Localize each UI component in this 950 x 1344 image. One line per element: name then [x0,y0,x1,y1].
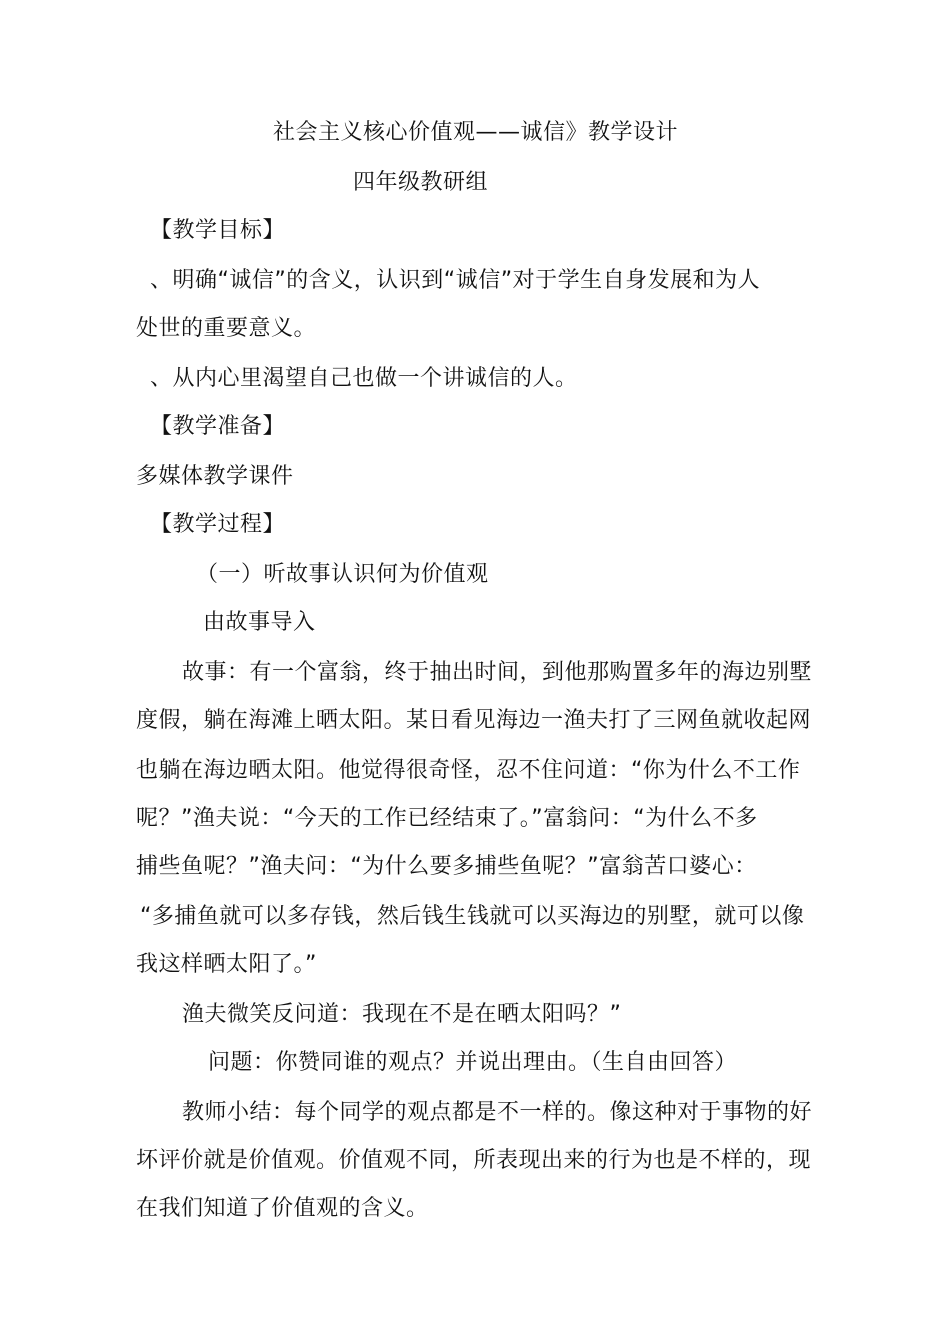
document-title: 社会主义核心价值观——诚信》教学设计 [273,120,679,145]
document-subtitle: 四年级教研组 [353,170,489,195]
story-line-3: 也躺在海边晒太阳。他觉得很奇怪，忍不住问道：“你为什么不工作 [136,758,801,783]
summary-line-1: 教师小结：每个同学的观点都是不一样的。像这种对于事物的好 [182,1100,813,1125]
step-1-intro: 由故事导入 [203,610,316,635]
story-line-7: 我这样晒太阳了。” [136,952,317,977]
objective-1-line-1: 、明确“诚信”的含义，认识到“诚信”对于学生自身发展和为人 [150,268,761,293]
story-line-1: 故事：有一个富翁，终于抽出时间，到他那购置多年的海边别墅 [182,660,813,685]
summary-line-2: 坏评价就是价值观。价值观不同，所表现出来的行为也是不样的，现 [136,1148,812,1173]
objective-2: 、从内心里渴望自己也做一个讲诚信的人。 [150,366,578,391]
objective-1-line-2: 处世的重要意义。 [136,316,317,341]
story-line-6: “多捕鱼就可以多存钱，然后钱生钱就可以买海边的别墅，就可以像 [140,904,805,929]
story-line-4: 呢？”渔夫说：“今天的工作已经结束了。”富翁问：“为什么不多 [136,806,758,831]
process-heading: 【教学过程】 [150,512,286,537]
step-1-heading: （一）听故事认识何为价值观 [196,562,489,587]
objectives-heading: 【教学目标】 [150,218,286,243]
preparation-text: 多媒体教学课件 [136,464,294,489]
summary-line-3: 在我们知道了价值观的含义。 [136,1196,429,1221]
story-line-5: 捕些鱼呢？”渔夫问：“为什么要多捕些鱼呢？”富翁苦口婆心： [136,854,757,879]
story-line-2: 度假，躺在海滩上晒太阳。某日看见海边一渔夫打了三网鱼就收起网 [136,708,812,733]
preparation-heading: 【教学准备】 [150,414,286,439]
question-text: 问题：你赞同谁的观点？并说出理由。（生自由回答） [208,1050,738,1075]
story-line-8: 渔夫微笑反问道：我现在不是在晒太阳吗？” [182,1002,622,1027]
